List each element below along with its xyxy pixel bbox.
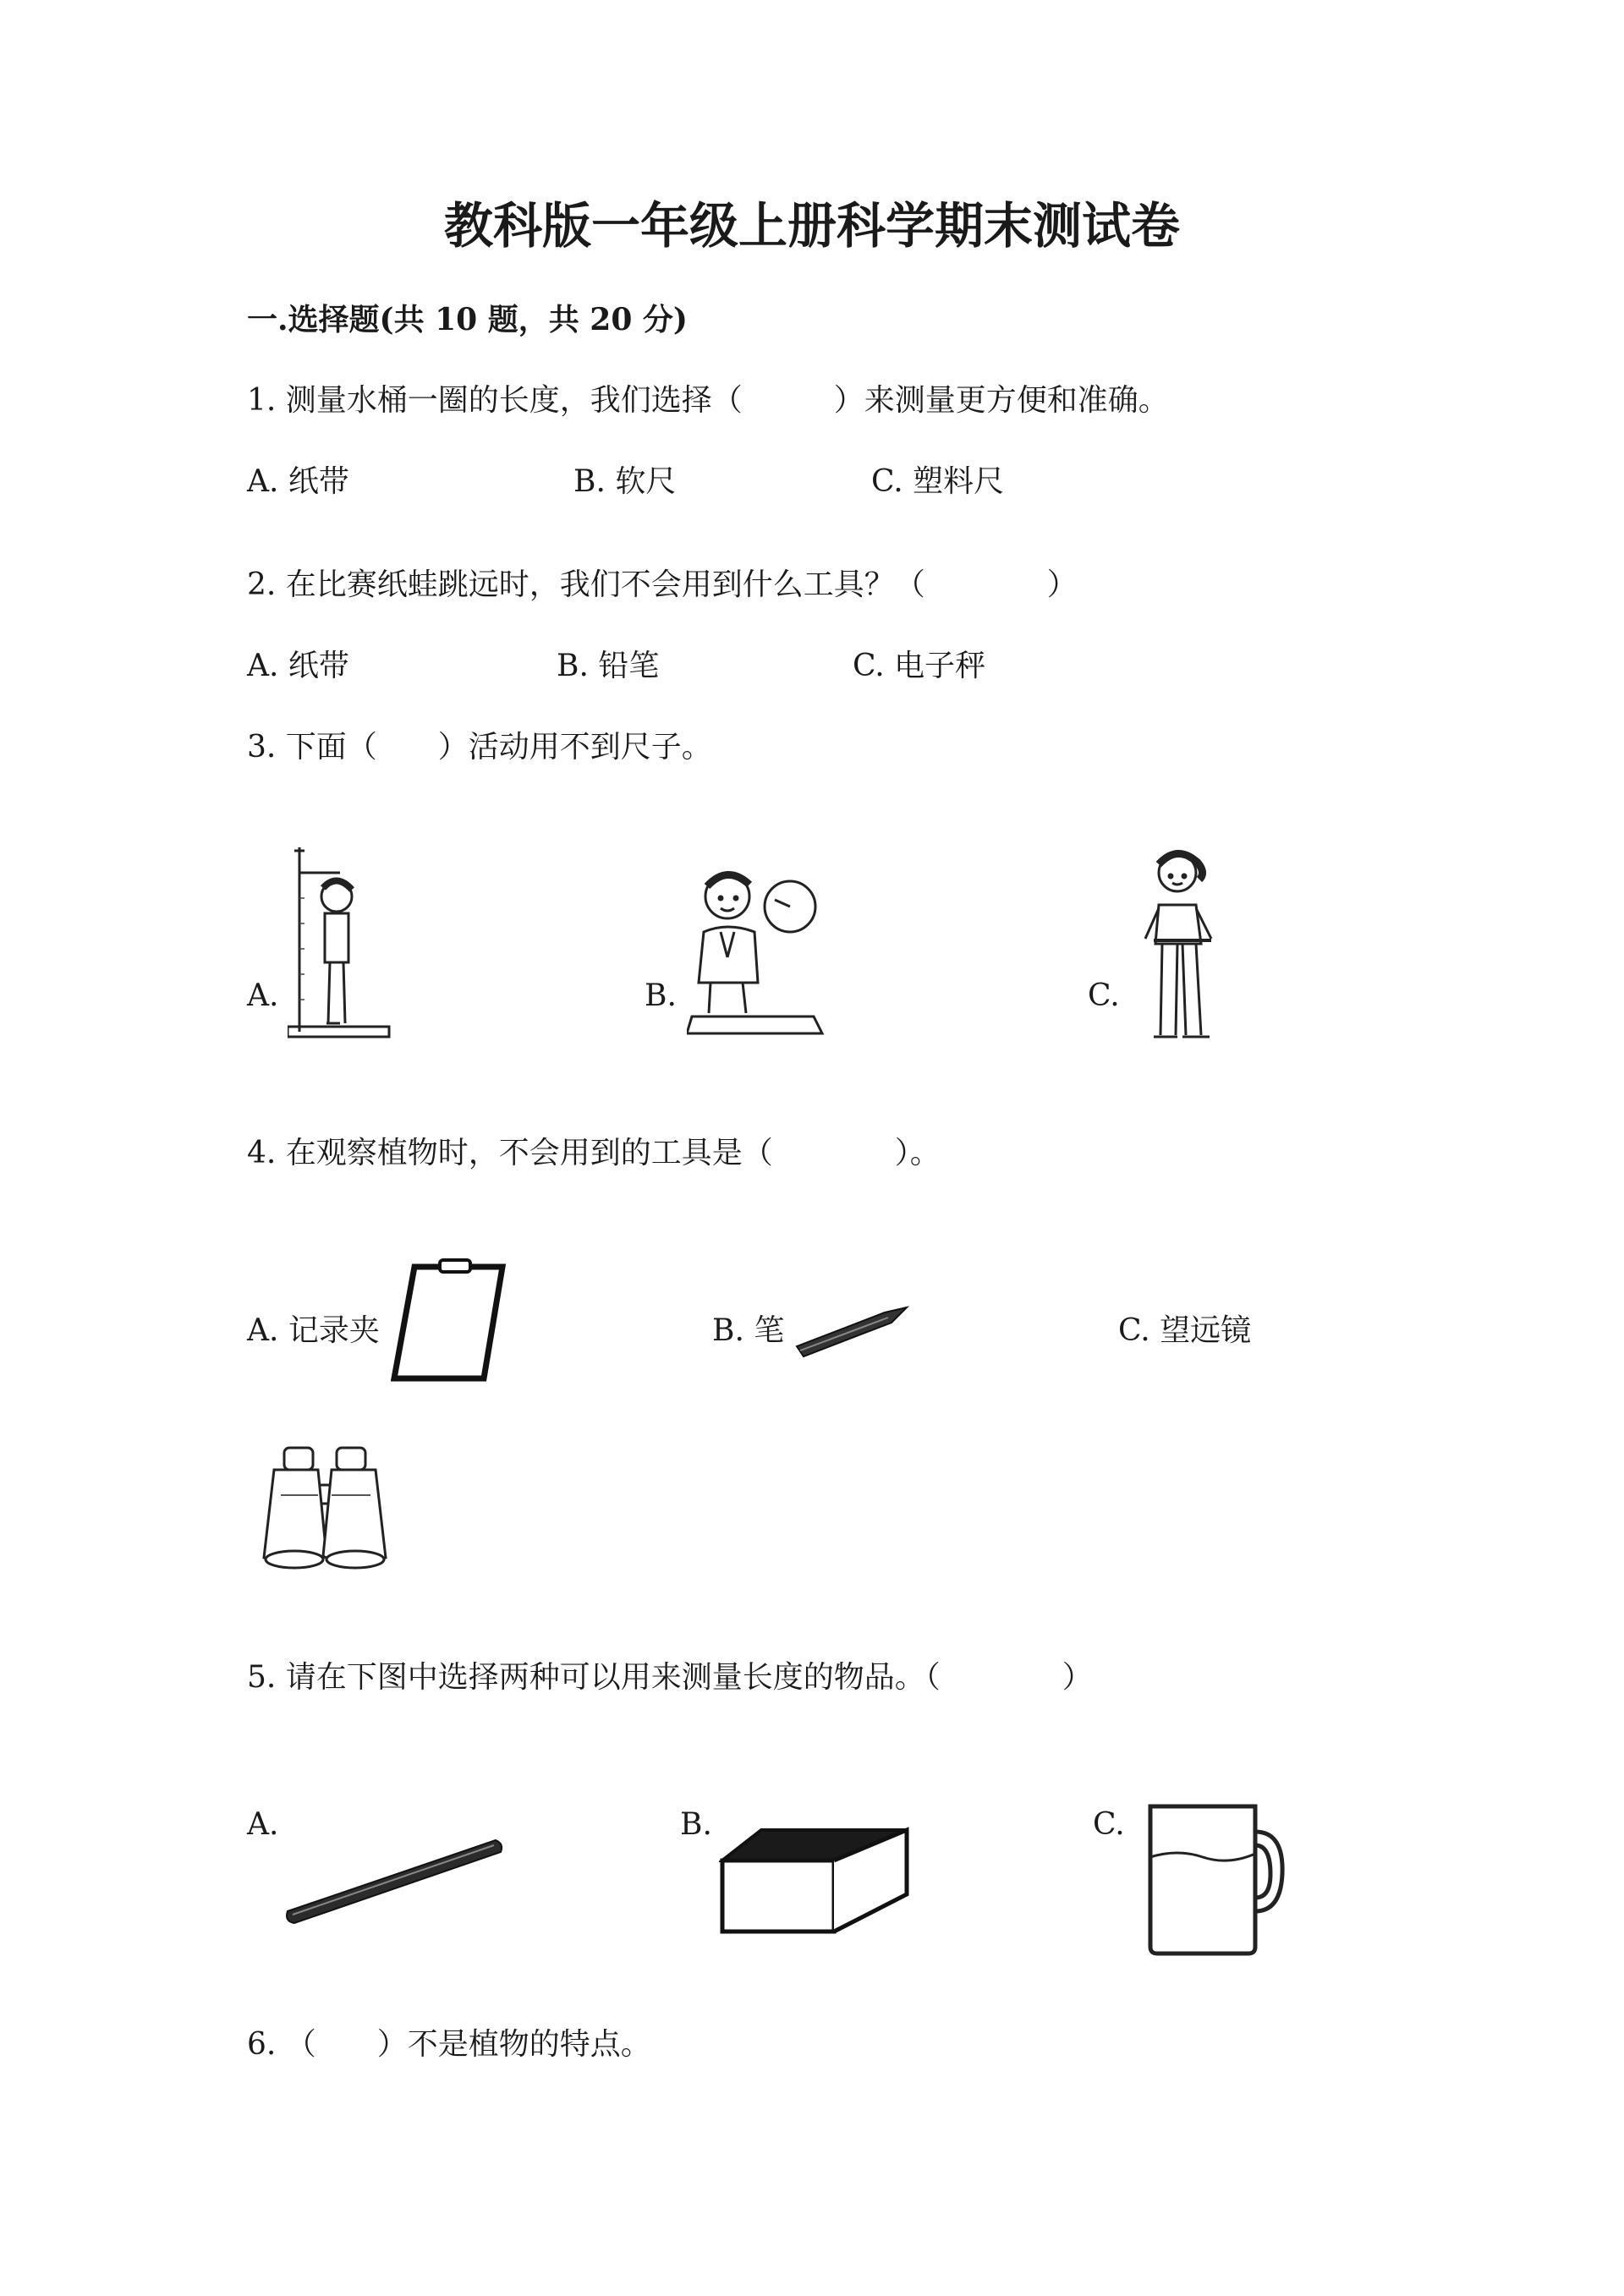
question-1-option-b: B. 软尺 (573, 464, 677, 499)
question-4-option-a: A. 记录夹 (247, 1313, 380, 1348)
question-1-option-a: A. 纸带 (247, 464, 349, 499)
page-title: 教科版一年级上册科学期末测试卷 (443, 197, 1180, 255)
section-heading: 一.选择题(共 10 题，共 20 分) (247, 302, 688, 337)
question-2-stem: 2. 在比赛纸蛙跳远时，我们不会用到什么工具？（ ） (247, 567, 1078, 602)
clipboard-icon (391, 1258, 509, 1385)
weighing-scale-icon (687, 864, 839, 1042)
height-measuring-icon (288, 847, 398, 1042)
stick-icon (283, 1827, 508, 1928)
question-3-option-b: B. (645, 978, 677, 1013)
cup-icon (1144, 1801, 1287, 1957)
question-5-option-b: B. (680, 1807, 712, 1842)
question-5-option-a: A. (247, 1807, 279, 1842)
girl-with-tape-icon (1133, 844, 1235, 1047)
question-4-option-c: C. 望远镜 (1118, 1313, 1252, 1348)
pencil-icon (792, 1302, 910, 1358)
question-3-stem: 3. 下面（ ）活动用不到尺子。 (247, 730, 712, 764)
question-2-option-a: A. 纸带 (247, 649, 349, 683)
question-4-option-b: B. 笔 (712, 1313, 785, 1348)
question-5-stem: 5. 请在下图中选择两种可以用来测量长度的物品。（ ） (247, 1660, 1093, 1695)
question-3-option-c: C. (1088, 978, 1120, 1013)
question-1-option-c: C. 塑料尺 (871, 464, 1005, 499)
question-1-stem: 1. 测量水桶一圈的长度，我们选择（ ）来测量更方便和准确。 (247, 383, 1169, 418)
question-3-option-a: A. (247, 978, 279, 1013)
question-6-stem: 6. （ ）不是植物的特点。 (247, 2027, 651, 2062)
question-4-stem: 4. 在观察植物时，不会用到的工具是（ ）。 (247, 1136, 941, 1170)
binoculars-icon (255, 1444, 391, 1571)
block-icon (719, 1827, 910, 1937)
question-5-option-c: C. (1093, 1807, 1125, 1842)
question-2-option-c: C. 电子秤 (853, 649, 986, 683)
question-2-option-b: B. 铅笔 (557, 649, 660, 683)
